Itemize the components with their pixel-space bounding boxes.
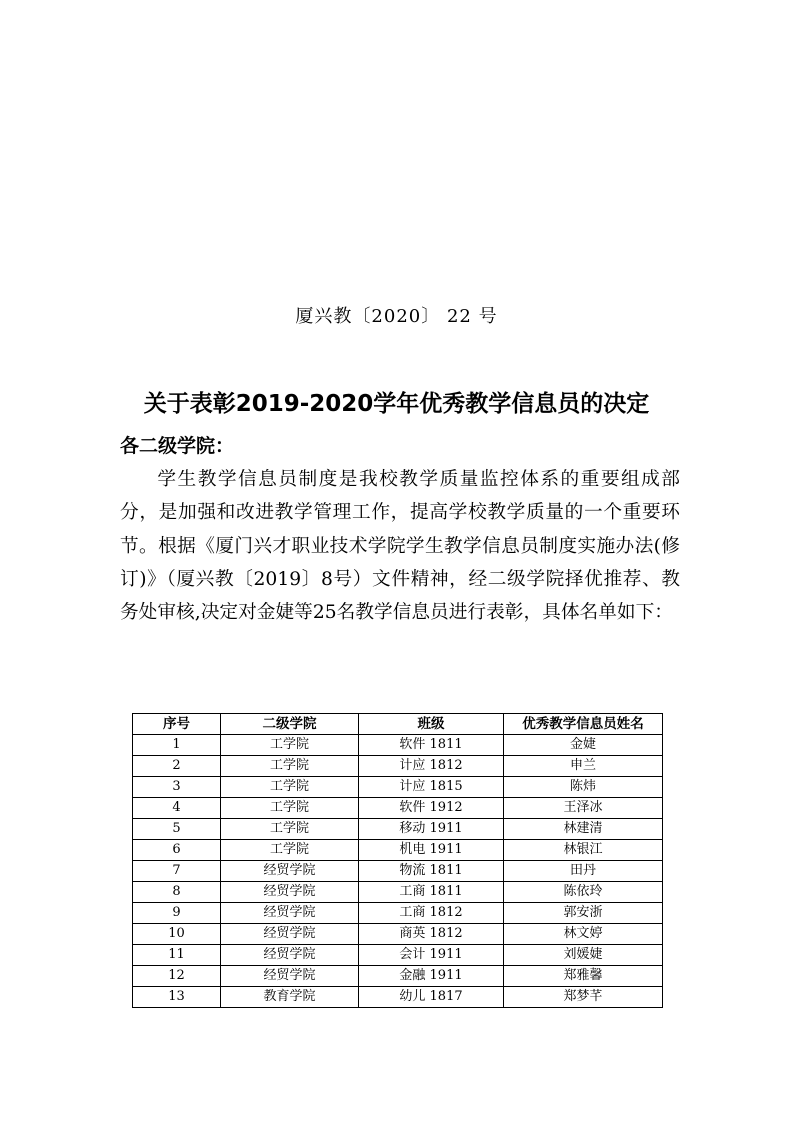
cell-name: 林建清 [504, 819, 663, 840]
cell-name: 郑梦芊 [504, 987, 663, 1008]
table-row [133, 840, 663, 861]
cell-name: 王泽冰 [504, 798, 663, 819]
table-row [133, 819, 663, 840]
cell-class: 移动 1911 [359, 819, 504, 840]
cell-college: 教育学院 [221, 987, 359, 1008]
table-row [133, 756, 663, 777]
addressee: 各二级学院： [120, 435, 235, 457]
cell-class: 机电 1911 [359, 840, 504, 861]
header-class: 班级 [359, 714, 504, 735]
cell-college: 工学院 [221, 756, 359, 777]
table-row [133, 966, 663, 987]
cell-name: 陈依玲 [504, 882, 663, 903]
cell-name: 刘媛婕 [504, 945, 663, 966]
cell-college: 工学院 [221, 735, 359, 756]
table-row [133, 924, 663, 945]
cell-name: 金婕 [504, 735, 663, 756]
cell-class: 工商 1811 [359, 882, 504, 903]
cell-college: 经贸学院 [221, 924, 359, 945]
cell-index: 5 [133, 819, 221, 840]
cell-class: 幼儿 1817 [359, 987, 504, 1008]
document-title: 关于表彰2019-2020学年优秀教学信息员的决定 [143, 391, 650, 417]
cell-index: 2 [133, 756, 221, 777]
cell-college: 经贸学院 [221, 966, 359, 987]
cell-class: 物流 1811 [359, 861, 504, 882]
header-college: 二级学院 [221, 714, 359, 735]
table-header-row [133, 714, 663, 735]
cell-name: 郭安浙 [504, 903, 663, 924]
cell-index: 3 [133, 777, 221, 798]
body-paragraph: 学生教学信息员制度是我校教学质量监控体系的重要组成部分，是加强和改进教学管理工作，提高学校教学质量的一个重要环节。根据《厦门兴才职业技术学院学生教学信息员制度实施办法(修订)》（厦兴教〔2019〕8号）文件精神，经二级学院择优推荐、教务处审核,决定对金婕等25名教学信息员进行表彰，具体名单如下： [120, 469, 680, 624]
cell-index: 1 [133, 735, 221, 756]
cell-index: 13 [133, 987, 221, 1008]
cell-college: 经贸学院 [221, 861, 359, 882]
cell-index: 11 [133, 945, 221, 966]
cell-class: 金融 1911 [359, 966, 504, 987]
table-row [133, 777, 663, 798]
table-row [133, 861, 663, 882]
cell-class: 会计 1911 [359, 945, 504, 966]
cell-index: 9 [133, 903, 221, 924]
table-row [133, 882, 663, 903]
cell-class: 软件 1912 [359, 798, 504, 819]
cell-index: 8 [133, 882, 221, 903]
cell-college: 工学院 [221, 819, 359, 840]
cell-college: 工学院 [221, 777, 359, 798]
cell-index: 4 [133, 798, 221, 819]
cell-name: 郑雅馨 [504, 966, 663, 987]
cell-college: 经贸学院 [221, 945, 359, 966]
cell-class: 商英 1812 [359, 924, 504, 945]
cell-class: 软件 1811 [359, 735, 504, 756]
cell-college: 经贸学院 [221, 903, 359, 924]
cell-college: 工学院 [221, 798, 359, 819]
header-index: 序号 [133, 714, 221, 735]
table-row [133, 903, 663, 924]
cell-index: 6 [133, 840, 221, 861]
cell-name: 林文婷 [504, 924, 663, 945]
cell-index: 10 [133, 924, 221, 945]
table-row [133, 735, 663, 756]
cell-name: 陈炜 [504, 777, 663, 798]
table-row [133, 945, 663, 966]
cell-college: 经贸学院 [221, 882, 359, 903]
cell-class: 计应 1812 [359, 756, 504, 777]
cell-name: 田丹 [504, 861, 663, 882]
cell-class: 计应 1815 [359, 777, 504, 798]
document-number: 厦兴教〔2020〕 22 号 [295, 306, 498, 327]
header-name: 优秀教学信息员姓名 [504, 714, 663, 735]
cell-class: 工商 1812 [359, 903, 504, 924]
cell-college: 工学院 [221, 840, 359, 861]
cell-name: 申兰 [504, 756, 663, 777]
table-row [133, 798, 663, 819]
award-list-table [132, 713, 663, 1008]
cell-index: 7 [133, 861, 221, 882]
cell-name: 林银江 [504, 840, 663, 861]
table-row [133, 987, 663, 1008]
cell-index: 12 [133, 966, 221, 987]
